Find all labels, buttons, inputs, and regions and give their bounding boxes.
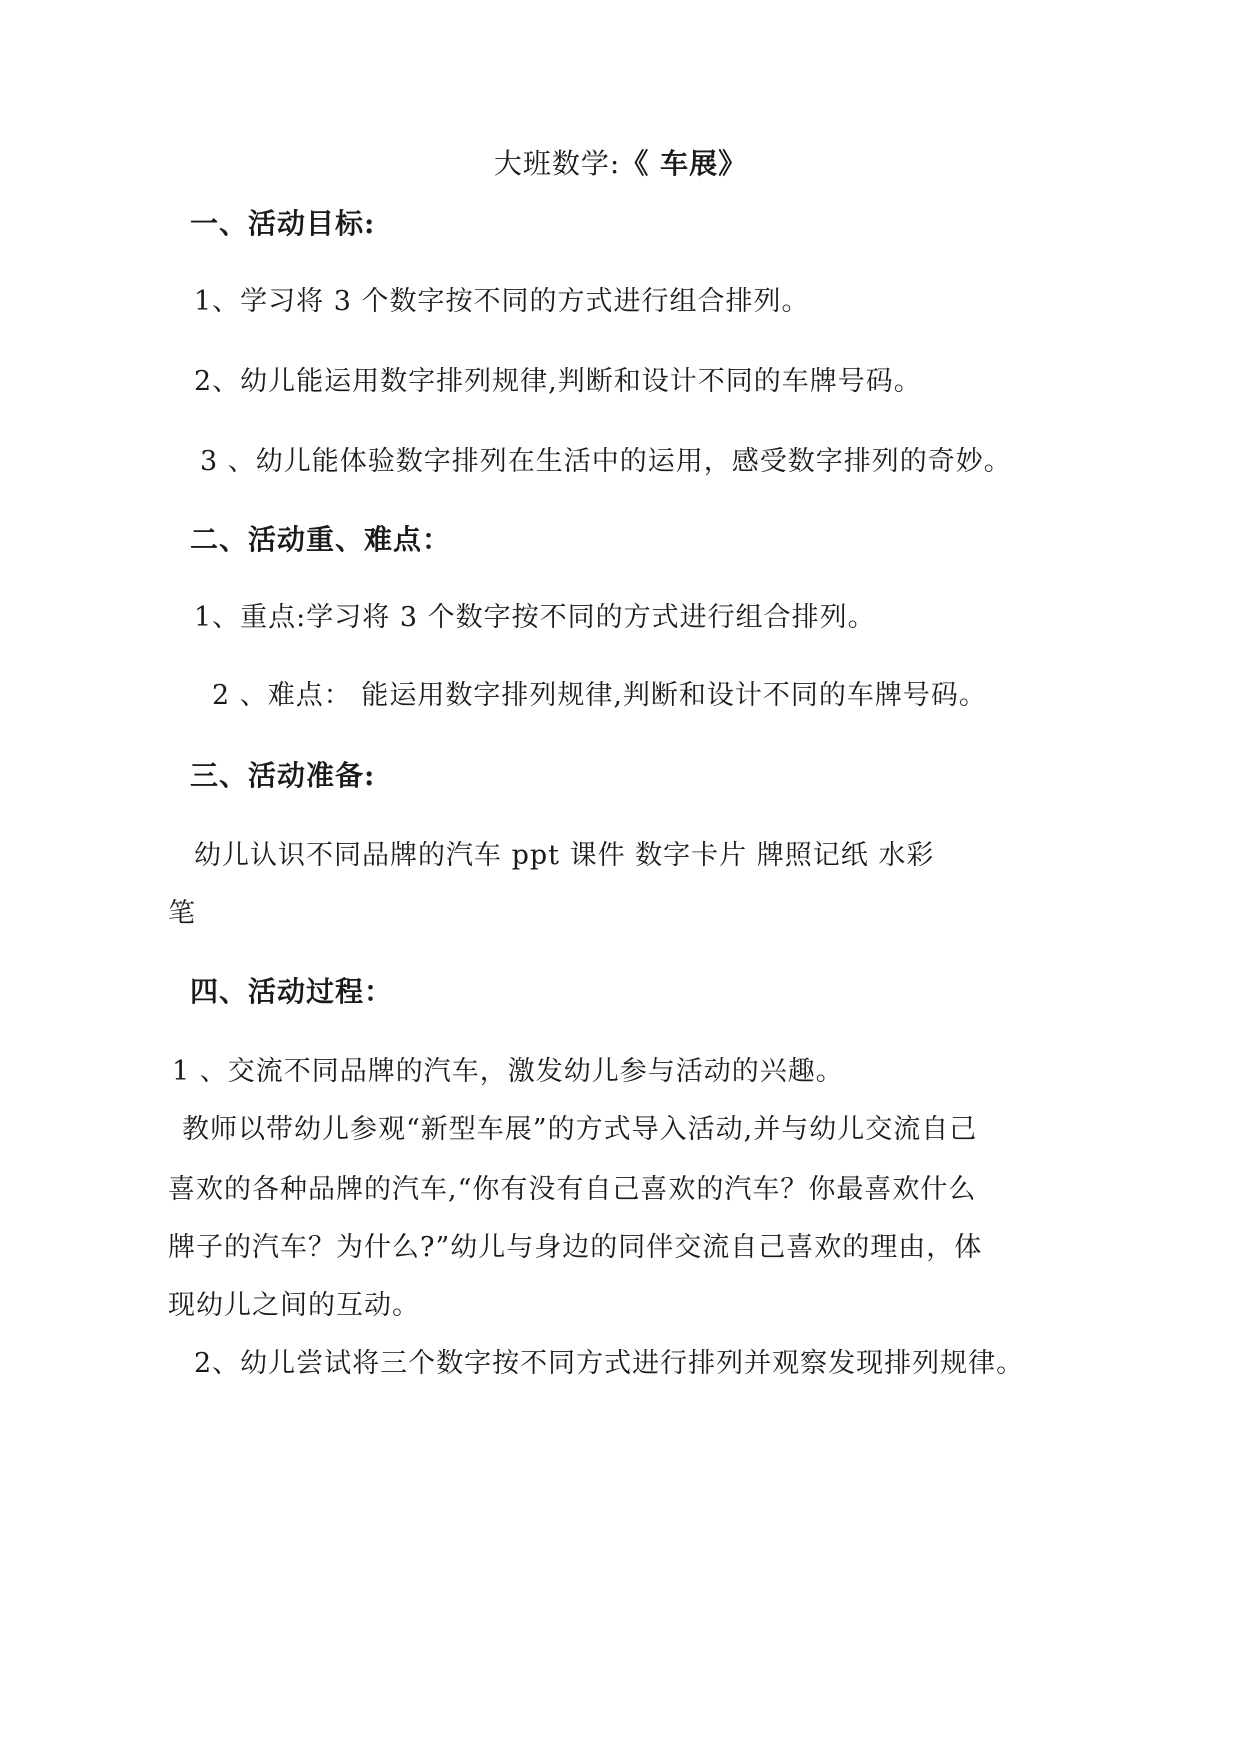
goal-item: 2、幼儿能运用数字排列规律,判断和设计不同的车牌号码。 — [194, 366, 922, 397]
section-heading-preparation: 三、活动准备: — [190, 759, 376, 792]
key-point-item: 2 、难点： 能运用数字排列规律,判断和设计不同的车牌号码。 — [212, 680, 987, 711]
preparation-line: 笔 — [168, 898, 196, 929]
title-prefix: 大班数学: — [493, 147, 621, 180]
process-paragraph-line: 喜欢的各种品牌的汽车,“你有没有自己喜欢的汽车？你最喜欢什么 — [168, 1174, 977, 1205]
section-heading-process: 四、活动过程： — [190, 975, 394, 1008]
section-heading-key-points: 二、活动重、难点： — [190, 523, 452, 556]
process-paragraph-line: 现幼儿之间的互动。 — [168, 1290, 420, 1321]
document-title — [0, 146, 1241, 182]
key-point-item: 1、重点:学习将 3 个数字按不同的方式进行组合排列。 — [194, 602, 876, 633]
goal-item: 1、学习将 3 个数字按不同的方式进行组合排列。 — [194, 286, 810, 317]
goal-item: 3 、幼儿能体验数字排列在生活中的运用，感受数字排列的奇妙。 — [200, 446, 1012, 477]
process-paragraph-line: 教师以带幼儿参观“新型车展”的方式导入活动,并与幼儿交流自己 — [182, 1114, 978, 1145]
process-paragraph-line: 牌子的汽车？为什么?”幼儿与身边的同伴交流自己喜欢的理由，体 — [168, 1232, 983, 1263]
process-step-title: 1 、交流不同品牌的汽车，激发幼儿参与活动的兴趣。 — [172, 1056, 844, 1087]
preparation-line: 幼儿认识不同品牌的汽车 ppt 课件 数字卡片 牌照记纸 水彩 — [194, 840, 935, 871]
section-heading-goals: 一、活动目标: — [190, 207, 376, 240]
process-step-title: 2、幼儿尝试将三个数字按不同方式进行排列并观察发现排列规律。 — [194, 1348, 1025, 1379]
title-book-name: 《 车展》 — [620, 147, 748, 180]
